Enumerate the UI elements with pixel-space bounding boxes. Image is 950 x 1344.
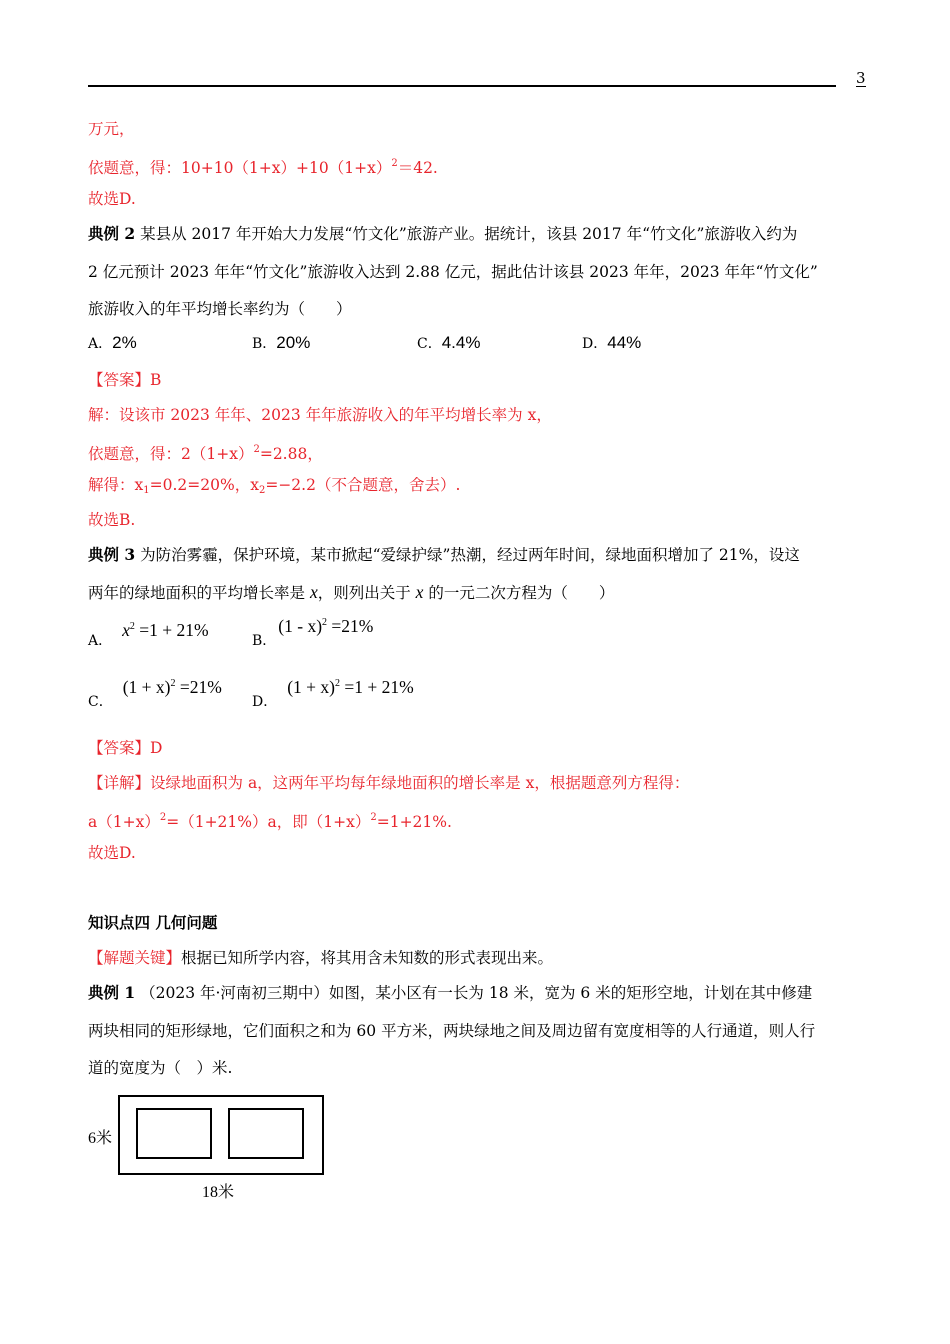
- example2-option-d: D．44%: [582, 333, 642, 352]
- example2-answer: 【答案】B: [88, 371, 162, 389]
- example3-equation: $a(1+x)^2=(1+21\%)a$，即$(1+x)^2=1+21\%$.: [88, 812, 452, 831]
- section4-key-label: 【解题关键】: [88, 949, 182, 967]
- width-label: 18米: [202, 1184, 235, 1201]
- example3-option-a: A．$x^2 =1 + 21\%$: [88, 620, 209, 649]
- example3-detail: 【详解】设绿地面积为 a，这两年平均每年绿地面积的增长率是 x，根据题意列方程得：: [88, 774, 690, 792]
- example3-option-c: C．$(1 + x)^2 =21\%$: [88, 677, 222, 710]
- section4-example-line2: 两块相同的矩形绿地，它们面积之和为 60 平方米，两块绿地之间及周边留有宽度相等的人行通道，则人行: [88, 1022, 816, 1040]
- example2-solution-line4: 故选B.: [88, 511, 136, 529]
- green-plot-right: [228, 1108, 304, 1159]
- example3-answer: 【答案】D: [88, 739, 163, 757]
- page-number: 3: [856, 69, 866, 87]
- section4-example-line3: 道的宽度为（ ）米.: [88, 1059, 233, 1077]
- section4-example-line1: 典例 1 （2023 年·河南初三期中）如图，某小区有一长为 18 米，宽为 6 米的矩形空地，计划在其中修建: [88, 983, 813, 1002]
- height-label: 6米: [88, 1130, 113, 1147]
- section4-key: 【解题关键】根据已知所学内容，将其用含未知数的形式表现出来。: [88, 949, 554, 967]
- example3-conclusion: 故选D.: [88, 844, 136, 862]
- example2-solution-line3: 解得：$x_1=0.2=20\%$，$x_2=-2.2$（不合题意，舍去）.: [88, 476, 461, 496]
- header-rule: [88, 85, 836, 87]
- prev-solution-line1: 万元，: [88, 120, 135, 138]
- example3-question-line1: 典例 3 为防治雾霾，保护环境，某市掀起“爱绿护绿”热潮，经过两年时间，绿地面积增加了 21%，设这: [88, 545, 800, 564]
- section4-title: 知识点四 几何问题: [88, 913, 218, 932]
- example2-option-b: B．20%: [252, 333, 311, 352]
- example3-option-d: D．$(1 + x)^2 =1 + 21\%$: [252, 677, 414, 710]
- example2-option-c: C．4.4%: [417, 333, 481, 352]
- example2-label: 典例 2: [88, 224, 136, 243]
- prev-solution-line3: 故选D.: [88, 190, 136, 208]
- example3-option-b: B．(1 - x)$^2$ =21%: [252, 616, 374, 649]
- example2-question-line1: 典例 2 某县从 2017 年开始大力发展“竹文化”旅游产业。据统计，该县 2017 年“竹文化”旅游收入约为: [88, 224, 798, 243]
- example2-option-a: A．2%: [88, 333, 137, 352]
- prev-solution-line2: 依题意，得：$10+10(1+x)+10(1+x)^2=42$.: [88, 158, 438, 177]
- green-plot-left: [136, 1108, 212, 1159]
- example2-solution-line1: 解：设该市 2023 年年、2023 年年旅游收入的年平均增长率为 x，: [88, 406, 552, 424]
- example2-question-line2: 2 亿元预计 2023 年年“竹文化”旅游收入达到 2.88 亿元，据此估计该县 2023 年年，2023 年年“竹文化”: [88, 263, 818, 281]
- example2-solution-line2: 依题意，得：$2(1+x)^2=2.88$，: [88, 444, 323, 463]
- example2-question-line3: 旅游收入的年平均增长率约为（ ）: [88, 300, 352, 318]
- section4-example-label: 典例 1: [88, 983, 136, 1002]
- example3-label: 典例 3: [88, 545, 136, 564]
- example3-question-line2: 两年的绿地面积的平均增长率是 x，则列出关于 x 的一元二次方程为（ ）: [88, 582, 615, 602]
